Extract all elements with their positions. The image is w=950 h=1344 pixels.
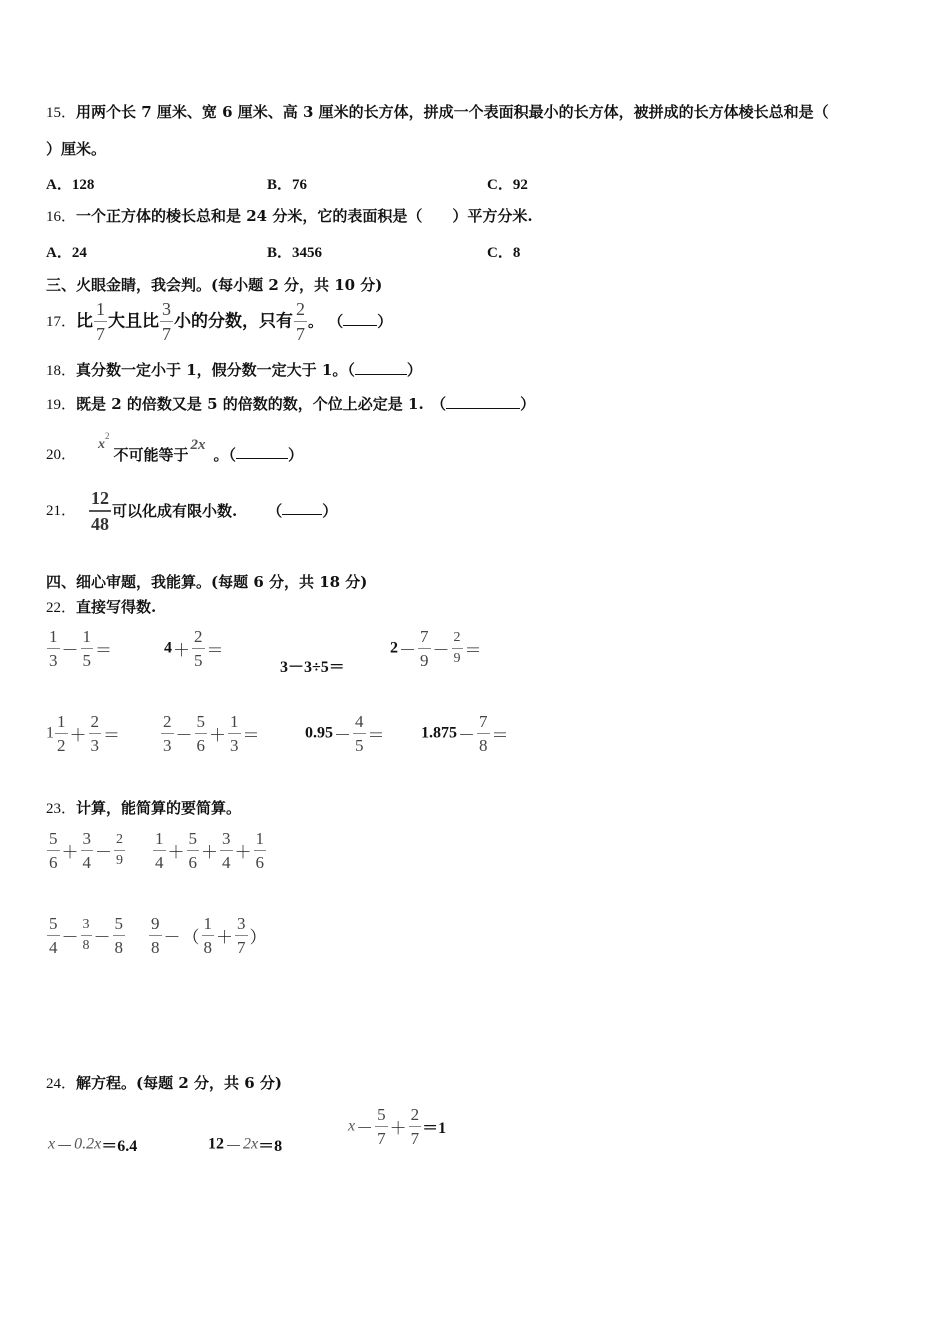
fraction <box>149 915 162 956</box>
question-text: 用两个长 7 厘米、宽 6 厘米、高 3 厘米的长方体，拼成一个表面积最小的长方体，被拼成的长方体棱长总和是（ <box>76 103 829 121</box>
text-part: （ <box>267 502 283 520</box>
denominator: 7 <box>294 321 307 343</box>
question-18 <box>46 360 422 381</box>
fraction <box>47 915 60 956</box>
math-term: ＋ <box>173 641 190 661</box>
q22-expr-6 <box>160 713 261 754</box>
denominator: 8 <box>81 935 92 953</box>
question-15-continued <box>46 139 106 159</box>
denominator: 5 <box>353 733 366 754</box>
math-term: 4 <box>164 639 172 657</box>
numerator: 1 <box>155 829 164 848</box>
numerator: 7 <box>479 712 488 731</box>
fraction <box>418 628 431 669</box>
question-text: 直接写得数. <box>76 598 157 616</box>
math-term: 2x <box>243 1135 259 1153</box>
text-part: ） <box>406 361 422 379</box>
math-term: － <box>163 928 181 948</box>
math-term: x <box>48 1135 56 1153</box>
question-17 <box>46 298 392 345</box>
denominator: 2 <box>55 733 68 754</box>
denominator: 4 <box>47 935 60 956</box>
numerator: 2 <box>163 712 172 731</box>
fraction <box>153 830 166 871</box>
math-term: ＝ <box>206 641 224 661</box>
math-term: ＝ <box>95 641 112 661</box>
math-term: － <box>56 1137 74 1157</box>
denominator: 7 <box>160 321 173 343</box>
fraction <box>235 915 248 956</box>
numerator: 2 <box>194 627 203 646</box>
math-term: ＋ <box>389 1119 407 1139</box>
section-3-heading: 三、火眼金睛，我会判。(每小题 2 分，共 10 分) <box>46 276 383 294</box>
fraction <box>89 489 111 533</box>
denominator: 4 <box>220 850 233 871</box>
question-21 <box>46 487 337 534</box>
question-20 <box>46 430 303 475</box>
denominator: 6 <box>254 850 267 871</box>
question-23 <box>46 798 241 819</box>
denominator: 7 <box>94 321 107 343</box>
math-term: ＝ <box>103 726 120 746</box>
fraction <box>195 713 208 754</box>
denominator: 6 <box>187 850 200 871</box>
fraction <box>47 830 60 871</box>
math-term: ＋ <box>61 843 79 863</box>
numerator: 1 <box>96 299 106 319</box>
answer-blank[interactable] <box>236 446 288 459</box>
text-part: 小的分数，只有 <box>174 311 294 332</box>
numerator: 5 <box>377 1105 386 1124</box>
question-number: 19． <box>46 397 77 413</box>
denominator: 48 <box>89 510 111 533</box>
question-24 <box>46 1073 282 1094</box>
fraction <box>94 300 107 343</box>
math-term: ＋ <box>209 726 226 746</box>
math-term: ＝1 <box>422 1120 447 1137</box>
math-expr: 2x <box>190 437 206 453</box>
denominator: 7 <box>409 1126 422 1147</box>
question-number: 16． <box>46 209 77 225</box>
numerator: 12 <box>91 488 110 508</box>
math-term: － <box>93 928 111 948</box>
text-part: ） <box>377 312 393 331</box>
math-term: ＋ <box>216 928 233 948</box>
fraction <box>81 628 94 669</box>
text-part: 大且比 <box>108 311 160 332</box>
option-c[interactable]: C．92 <box>487 177 528 193</box>
numerator: 2 <box>453 630 461 645</box>
q22-expr-5 <box>46 713 121 754</box>
numerator: 2 <box>116 832 123 847</box>
option-c[interactable]: C．8 <box>487 245 521 261</box>
fraction <box>192 628 205 669</box>
fraction <box>47 628 60 669</box>
denominator: 6 <box>195 733 208 754</box>
text-part: 。（ <box>213 446 237 464</box>
numerator: 1 <box>57 712 66 731</box>
question-text: 既是 2 的倍数又是 5 的倍数的数，个位上必定是 1. （ <box>76 395 447 413</box>
denominator: 9 <box>114 850 125 868</box>
question-19 <box>46 394 535 415</box>
math-term: － <box>399 641 416 661</box>
fraction <box>375 1106 388 1147</box>
answer-blank[interactable] <box>355 362 407 375</box>
math-term: ＝ <box>242 726 260 746</box>
denominator: 8 <box>113 935 126 956</box>
fraction <box>228 713 241 754</box>
fraction <box>202 915 215 956</box>
denominator: 6 <box>47 850 60 871</box>
math-term: － <box>225 1137 242 1157</box>
q24-equation-1 <box>48 1132 137 1157</box>
math-term: ＝8 <box>258 1138 283 1155</box>
numerator: 3 <box>237 914 246 933</box>
numerator: 1 <box>255 829 264 848</box>
fraction <box>81 918 92 953</box>
math-term: ＝ <box>464 641 482 661</box>
q22-expr-1 <box>46 628 113 669</box>
denominator: 4 <box>153 850 166 871</box>
math-term: 0.2x <box>74 1135 102 1153</box>
question-text: 可以化成有限小数. <box>112 502 238 520</box>
fraction <box>161 713 174 754</box>
denominator: 8 <box>149 935 162 956</box>
math-term: － <box>175 726 193 746</box>
numerator: 2 <box>90 712 99 731</box>
math-term: － <box>61 641 79 661</box>
numerator: 1 <box>230 712 239 731</box>
option-b[interactable]: B．3456 <box>267 245 323 261</box>
q22-expr-4 <box>390 628 483 669</box>
numerator: 4 <box>355 712 364 731</box>
fraction <box>160 300 173 343</box>
question-number: 21． <box>46 503 77 519</box>
answer-blank[interactable] <box>343 313 377 326</box>
q24-equation-3 <box>348 1106 446 1147</box>
fraction <box>114 833 125 868</box>
denominator: 5 <box>81 648 94 669</box>
denominator: 9 <box>418 648 431 669</box>
question-text: 不可能等于 <box>113 446 189 464</box>
q22-expr-8 <box>421 713 510 754</box>
math-term: ＋ <box>167 843 185 863</box>
math-term: 1.875 <box>421 724 457 742</box>
text-part: 。 （ <box>308 312 344 331</box>
numerator: 2 <box>410 1105 420 1124</box>
math-term: － <box>334 726 351 746</box>
math-x: x <box>98 437 106 452</box>
numerator: 5 <box>188 829 197 848</box>
numerator: 1 <box>203 914 212 933</box>
numerator: 2 <box>296 299 306 319</box>
question-number: 17． <box>46 314 77 330</box>
fraction <box>353 713 366 754</box>
option-b[interactable]: B．76 <box>267 177 308 193</box>
fraction <box>113 915 126 956</box>
q22-expr-7 <box>305 713 386 754</box>
denominator: 3 <box>89 733 102 754</box>
numerator: 5 <box>49 829 58 848</box>
question-22 <box>46 597 156 618</box>
section-4-heading: 四、细心审题，我能算。(每题 6 分，共 18 分) <box>46 573 368 591</box>
fraction <box>55 713 68 754</box>
numerator: 3 <box>82 829 91 848</box>
fraction <box>477 713 490 754</box>
q23-expr-1 <box>46 830 126 871</box>
math-term: － <box>432 641 450 661</box>
question-15 <box>46 102 829 123</box>
text-part: 比 <box>76 311 94 332</box>
fraction <box>294 300 307 343</box>
denominator: 3 <box>161 733 174 754</box>
question-text: 计算，能简算的要简算。 <box>76 799 242 817</box>
q23-expr-4 <box>148 915 268 956</box>
question-text: 真分数一定小于 1，假分数一定大于 1。（ <box>76 361 355 379</box>
math-term: ＋ <box>234 843 252 863</box>
question-number: 15． <box>46 105 77 121</box>
question-number: 24． <box>46 1076 77 1092</box>
question-number: 18． <box>46 363 77 379</box>
text-part: ） <box>322 502 338 520</box>
q22-expr-3 <box>280 654 345 677</box>
q23-expr-2 <box>152 830 267 871</box>
denominator: 7 <box>235 935 248 956</box>
math-term: ） <box>249 928 267 948</box>
numerator: 7 <box>420 627 429 646</box>
numerator: 3 <box>222 829 231 848</box>
denominator: 8 <box>477 733 490 754</box>
fraction <box>452 631 463 666</box>
text-part: ） <box>288 446 304 464</box>
math-term: ＝ <box>491 726 509 746</box>
answer-blank[interactable] <box>282 502 322 515</box>
question-text: 一个正方体的棱长总和是 24 分米，它的表面积是（ ）平方分米. <box>76 207 533 225</box>
question-number: 20． <box>46 447 77 463</box>
option-a[interactable]: A．24 <box>46 245 87 261</box>
math-term: （ <box>182 928 200 948</box>
option-a[interactable]: A．128 <box>46 177 95 193</box>
math-term: 0.95 <box>305 724 333 742</box>
numerator: 1 <box>82 627 91 646</box>
fraction <box>254 830 267 871</box>
fraction <box>81 830 94 871</box>
numerator: 5 <box>49 914 58 933</box>
math-term: ＋ <box>201 843 218 863</box>
question-number: 23． <box>46 801 77 817</box>
numerator: 3 <box>162 299 172 319</box>
denominator: 3 <box>228 733 241 754</box>
question-number: 22． <box>46 600 77 616</box>
math-term: － <box>95 843 112 863</box>
math-term: x <box>348 1117 356 1135</box>
question-text: 解方程。(每题 2 分，共 6 分) <box>76 1074 282 1092</box>
q22-expr-2 <box>164 628 225 669</box>
denominator: 3 <box>47 648 60 669</box>
denominator: 5 <box>192 648 205 669</box>
math-term: ＝6.4 <box>101 1138 138 1155</box>
denominator: 9 <box>452 648 463 666</box>
math-term: ＝ <box>367 726 385 746</box>
fraction <box>409 1106 422 1147</box>
text-part: ） <box>520 395 536 413</box>
math-term: 2 <box>390 639 398 657</box>
math-term: － <box>61 928 79 948</box>
denominator: 8 <box>202 935 215 956</box>
numerator: 9 <box>151 914 160 933</box>
math-term: 1 <box>46 724 54 742</box>
fraction <box>220 830 233 871</box>
math-term: 12 <box>208 1135 224 1153</box>
q23-expr-3 <box>46 915 126 956</box>
numerator: 5 <box>196 712 205 731</box>
denominator: 7 <box>375 1126 388 1147</box>
numerator: 5 <box>114 914 123 933</box>
math-term: － <box>356 1119 374 1139</box>
fraction <box>187 830 200 871</box>
math-term: 3－3÷5＝ <box>280 659 345 676</box>
denominator: 4 <box>81 850 94 871</box>
question-16 <box>46 206 533 227</box>
q24-equation-2 <box>208 1132 282 1157</box>
numerator: 1 <box>49 627 58 646</box>
answer-blank[interactable] <box>446 396 520 409</box>
math-term: － <box>458 726 475 746</box>
superscript: 2 <box>105 431 110 441</box>
fraction <box>89 713 102 754</box>
math-term: ＋ <box>69 726 87 746</box>
question-text-cont: ）厘米。 <box>46 140 107 158</box>
numerator: 3 <box>82 917 90 932</box>
